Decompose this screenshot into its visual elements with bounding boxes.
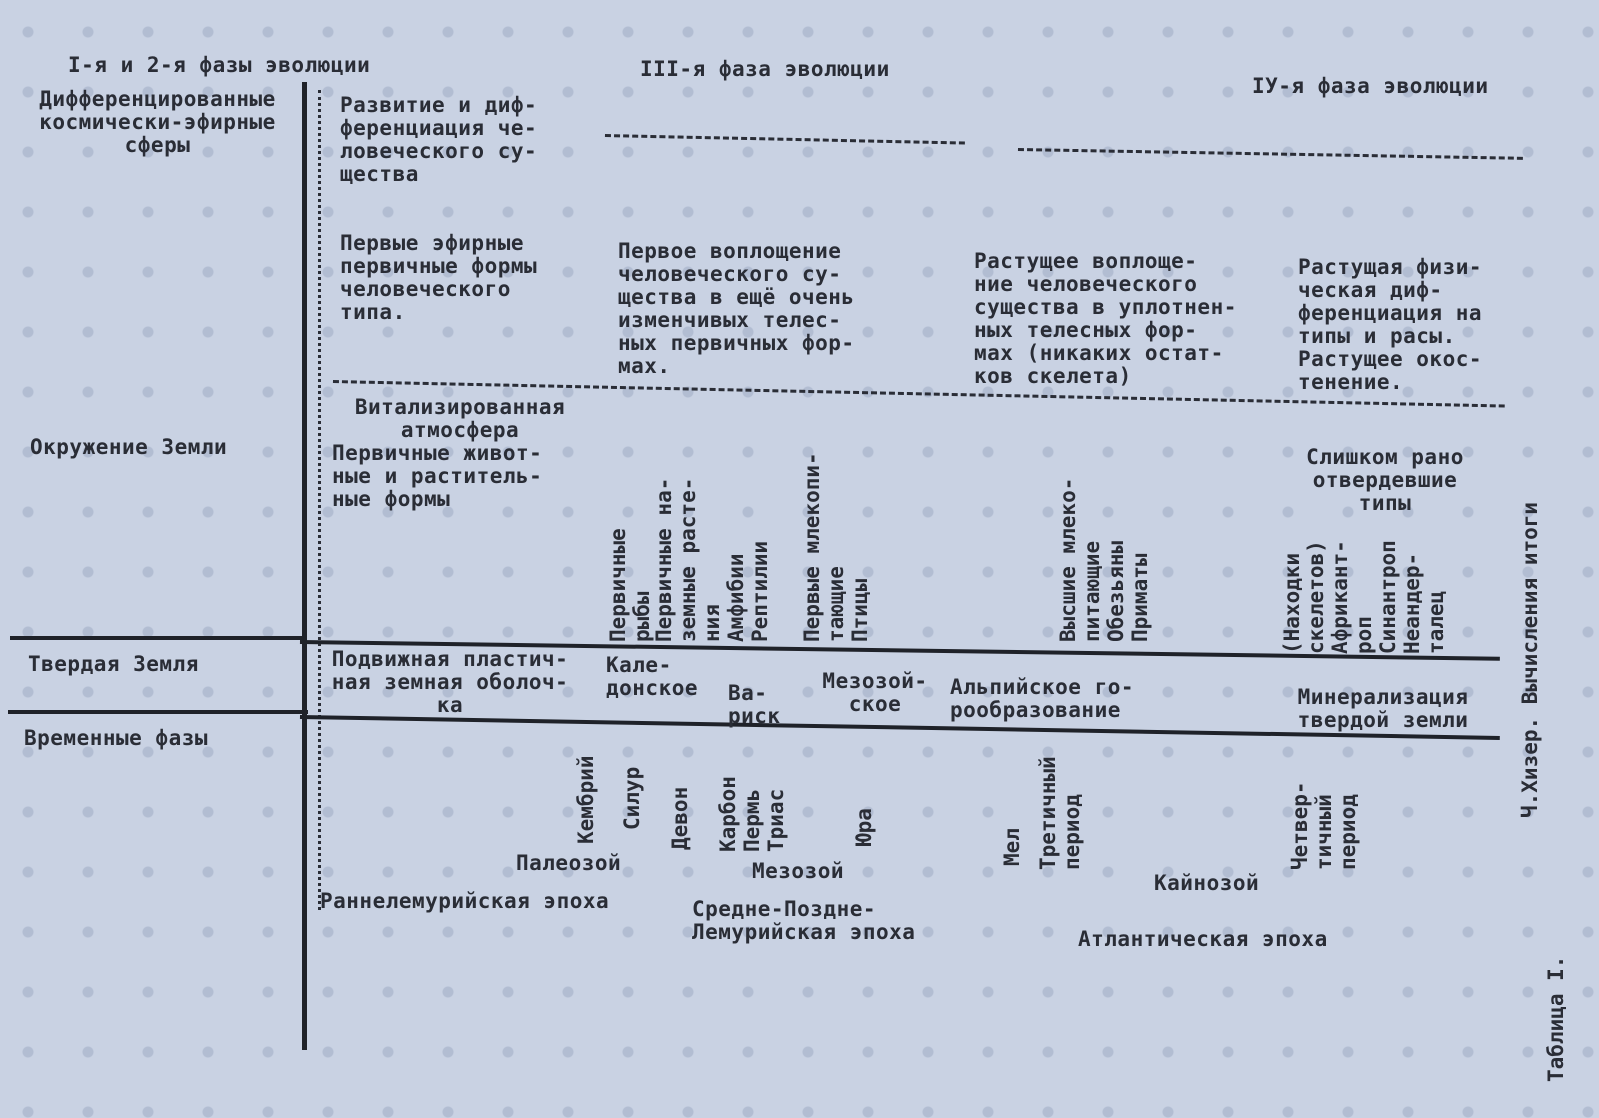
era-mesozoic: Мезозой xyxy=(752,859,845,883)
life-first-mammals-birds: Первые млекопи- тающие Птицы xyxy=(800,452,872,642)
row-label-spheres: Дифференцированные космически-эфирные сферы xyxy=(39,87,276,157)
epoch-atlantean: Атлантическая эпоха xyxy=(1078,927,1328,951)
period-tertiary: Третичный период xyxy=(1036,756,1084,870)
cell-human-development: Развитие и диф- ференциация че- ловеческого су- щества xyxy=(340,93,538,186)
row-label-earth-environment: Окружение Земли xyxy=(30,435,228,459)
cell-mineralization: Минерализация твердой земли xyxy=(1297,685,1469,732)
epoch-early-lemurian: Раннелемурийская эпоха xyxy=(320,889,610,913)
period-cretaceous: Мел xyxy=(1000,828,1024,866)
phase-header-4: IУ-я фаза эволюции xyxy=(1252,74,1489,98)
period-carbon-perm-trias: Карбон Пермь Триас xyxy=(716,776,788,852)
cell-caledonian: Кале- донское xyxy=(606,653,699,700)
epoch-middle-late-lemurian: Средне-Поздне- Лемурийская эпоха xyxy=(692,897,916,944)
life-amphibians-reptiles: Амфибии Рептилии xyxy=(724,540,772,642)
period-devonian: Девон xyxy=(668,786,692,850)
cell-growing-embodiment: Растущее воплоще- ние человеческого существа в уплотнен- ных телесных фор- мах (никаких остат- ков скелета) xyxy=(974,249,1237,388)
cell-vitalized-atmosphere: Витализированная атмосфера xyxy=(354,395,566,442)
period-jurassic: Юра xyxy=(852,808,876,846)
cell-too-early-types: Слишком рано отвердевшие типы xyxy=(1306,445,1464,515)
phase-header-3: III-я фаза эволюции xyxy=(640,57,890,81)
row-label-solid-earth: Твердая Земля xyxy=(28,652,199,676)
side-note: Ч.Хизер. Вычисления итоги xyxy=(1518,501,1542,818)
life-land-plants: Первичные на- земные расте- ния xyxy=(652,477,724,642)
life-skeleton-finds: (Находки скелетов) Африкант- роп Синантроп Неандер- талец xyxy=(1280,540,1448,654)
era-kainozoic: Кайнозой xyxy=(1154,871,1260,895)
period-quaternary: Четвер- тичный период xyxy=(1288,781,1360,870)
vertical-dotted-line xyxy=(318,90,321,910)
table-number: Таблица I. xyxy=(1544,955,1568,1082)
era-paleozoic: Палеозой xyxy=(516,851,622,875)
solid-earth-top-line xyxy=(10,636,305,640)
vertical-axis-line xyxy=(302,82,307,1050)
life-higher-mammals-primates: Высшие млеко- питающие Обезьяны Приматы xyxy=(1056,477,1152,642)
cell-mobile-earth-shell: Подвижная пластич- ная земная оболоч- ка xyxy=(331,647,569,717)
life-primary-fish: Первичные рыбы xyxy=(606,528,654,642)
period-silurian: Силур xyxy=(620,766,644,830)
time-phases-left-line xyxy=(8,710,308,714)
cell-alpine-orogeny: Альпийское го- рообразование xyxy=(950,675,1135,722)
cell-ether-forms: Первые эфирные первичные формы человеческого типа. xyxy=(340,231,538,324)
row-label-time-phases: Временные фазы xyxy=(24,726,209,750)
period-cambrian: Кембрий xyxy=(574,755,598,844)
cell-physical-differentiation: Растущая физи- ческая диф- ференциация на типы и расы. Растущее окос- тенение. xyxy=(1298,255,1483,394)
cell-first-embodiment: Первое воплощение человеческого су- щества в ещё очень изменчивых телес- ных первичных фор- мах. xyxy=(618,239,855,378)
phase-header-1-2: I-я и 2-я фазы эволюции xyxy=(68,53,371,77)
cell-variscan: Ва- риск xyxy=(728,681,781,728)
cell-mesozoic-orogeny: Мезозой- ское xyxy=(822,669,928,716)
phase-dashed-line-1 xyxy=(605,134,965,145)
phase-dashed-line-2 xyxy=(1018,148,1523,160)
cell-primary-animal-forms: Первичные живот- ные и раститель- ные формы xyxy=(332,441,543,511)
